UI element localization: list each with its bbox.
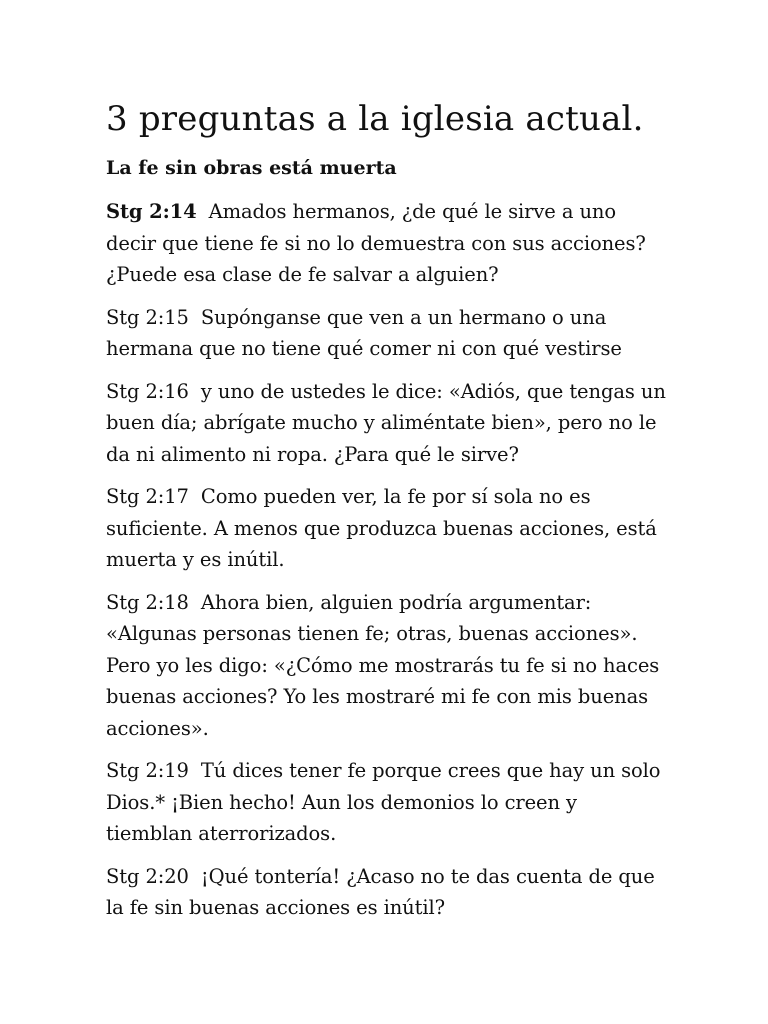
document-content (106, 96, 666, 935)
verse-reference: Stg 2:16 (106, 379, 189, 403)
verse-paragraph (106, 376, 666, 471)
verse-reference: Stg 2:19 (106, 759, 189, 782)
verse-text: Ahora bien, alguien podría argumentar: «Algunas personas tienen fe; otras, buenas acciones». Pero yo les digo: «¿Cómo me mostrarás tu fe si no haces buenas acciones? Yo les mostraré mi fe con mis buenas acciones». (106, 590, 660, 740)
verse-reference: Stg 2:17 (106, 485, 189, 508)
verse-paragraph (106, 861, 666, 924)
verse-text: y uno de ustedes le dice: «Adiós, que tengas un buen día; abrígate mucho y aliméntate bien», pero no le da ni alimento ni ropa. ¿Para qué le sirve? (106, 379, 666, 466)
verse-text: Supónganse que ven a un hermano o una hermana que no tiene qué comer ni con qué vestirse (106, 305, 622, 360)
verse-reference: Stg 2:15 (106, 305, 189, 329)
verse-text: ¡Qué tontería! ¿Acaso no te das cuenta de que la fe sin buenas acciones es inútil? (106, 864, 655, 919)
verse-reference: Stg 2:14 (106, 200, 197, 223)
verse-paragraph (106, 481, 666, 576)
verse-text: Amados hermanos, ¿de qué le sirve a uno decir que tiene fe si no lo demuestra con sus acciones? ¿Puede esa clase de fe salvar a alguien? (106, 200, 646, 286)
verse-paragraph (106, 196, 666, 291)
verse-paragraph (106, 302, 666, 365)
verse-text: Como pueden ver, la fe por sí sola no es suficiente. A menos que produzca buenas acciones, está muerta y es inútil. (106, 485, 657, 571)
page-title: 3 preguntas a la iglesia actual. (106, 99, 644, 139)
verse-paragraph (106, 587, 666, 745)
verse-text: Tú dices tener fe porque crees que hay un solo Dios.* ¡Bien hecho! Aun los demonios lo creen y tiemblan aterrorizados. (106, 759, 661, 845)
verse-reference: Stg 2:20 (106, 864, 189, 888)
verse-reference: Stg 2:18 (106, 590, 189, 614)
verse-paragraph (106, 755, 666, 850)
section-subtitle: La fe sin obras está muerta (106, 157, 397, 179)
